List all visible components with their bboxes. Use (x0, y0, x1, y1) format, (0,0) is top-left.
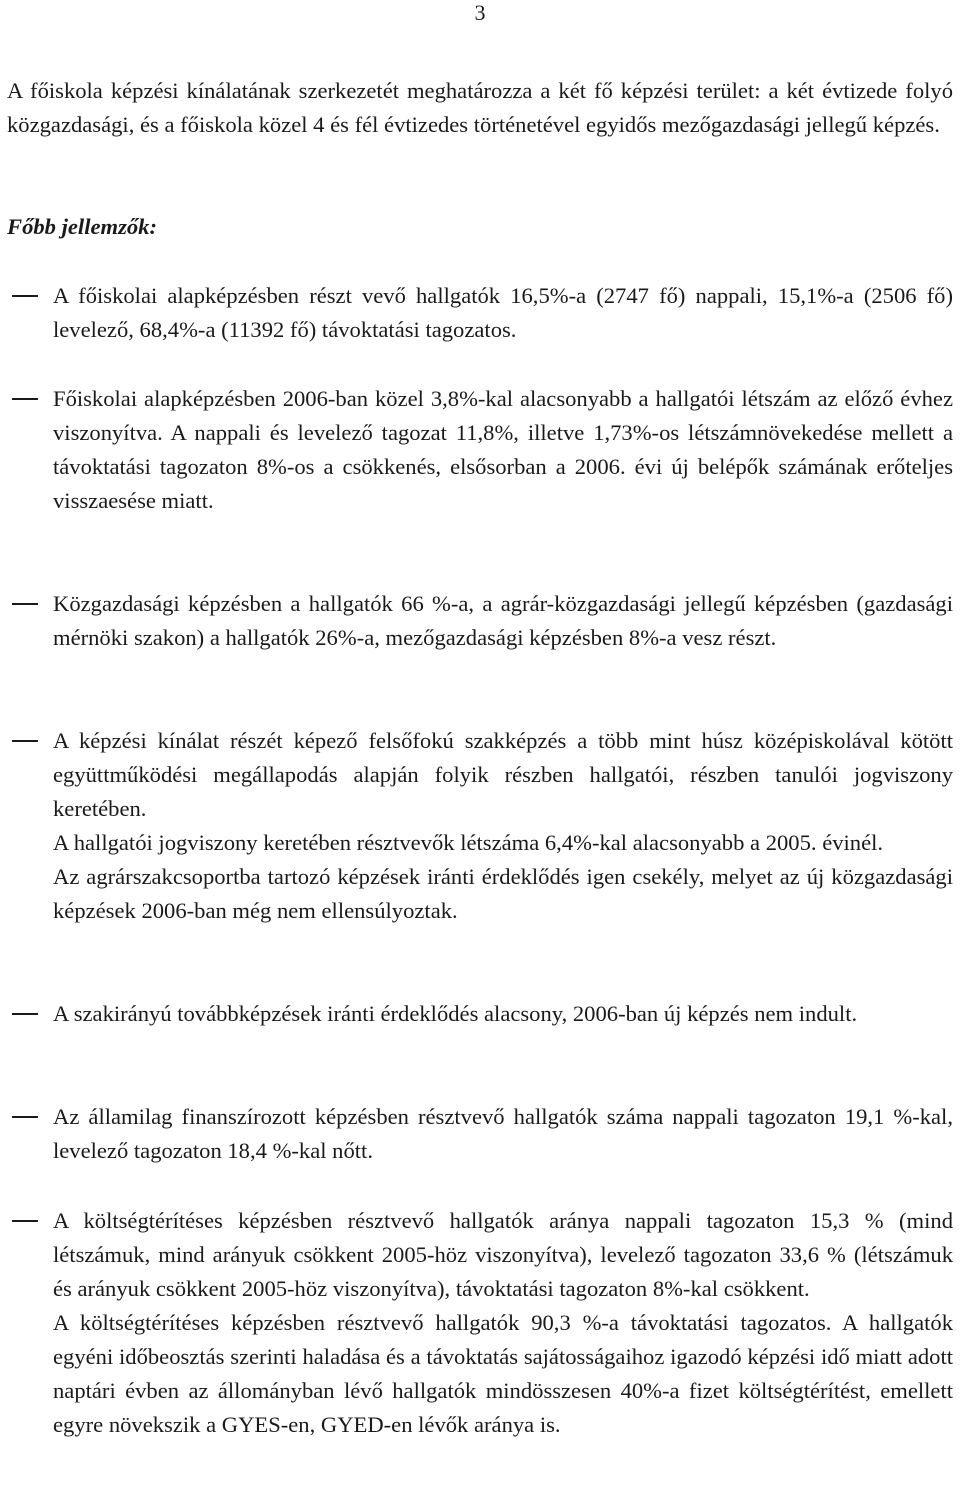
dash-bullet-icon (12, 740, 38, 742)
bullet-item (0, 1204, 960, 1442)
bullet-paragraph: A szakirányú továbbképzések iránti érdeklődés alacsony, 2006-ban új képzés nem indult. (53, 1001, 858, 1026)
page-number: 3 (474, 0, 486, 25)
bullet-text (53, 1204, 953, 1442)
bullet-paragraph: A képzési kínálat részét képező felsőfokú szakképzés a több mint húsz középiskolával kötött együttműködési megállapodás alapján folyik részben hallgatói, részben tanulói jogviszony keretében. (53, 728, 953, 821)
bullet-item (0, 279, 960, 347)
bullet-item (0, 724, 960, 928)
dash-bullet-icon (12, 1013, 38, 1015)
intro-paragraph: A főiskola képzési kínálatának szerkezetét meghatározza a két fő képzési terület: a két évtizede folyó közgazdasági, és a főiskola közel 4 és fél évtizedes történetével egyidős mezőgazdasági jellegű képzés. (7, 78, 953, 137)
bullet-text (53, 382, 953, 518)
bullet-item (0, 1100, 960, 1168)
section-heading: Főbb jellemzők: (7, 214, 157, 239)
dash-bullet-icon (12, 1220, 38, 1222)
dash-bullet-icon (12, 295, 38, 297)
dash-bullet-icon (12, 603, 38, 605)
dash-bullet-icon (12, 1116, 38, 1118)
bullet-paragraph: Az államilag finanszírozott képzésben résztvevő hallgatók száma nappali tagozaton 19,1 %-kal, levelező tagozaton 18,4 %-kal nőtt. (53, 1104, 953, 1163)
bullet-item (0, 587, 960, 655)
bullet-paragraph: A hallgatói jogviszony keretében résztvevők létszáma 6,4%-kal alacsonyabb a 2005. évinél. (53, 830, 884, 855)
bullet-paragraph: Az agrárszakcsoportba tartozó képzések iránti érdeklődés igen csekély, melyet az új közgazdasági képzések 2006-ban még nem ellensúlyoztak. (53, 864, 953, 923)
bullet-paragraph: A költségtérítéses képzésben résztvevő hallgatók 90,3 %-a távoktatási tagozatos. A hallgatók egyéni időbeosztás szerinti haladása és a távoktatás sajátosságaihoz igazodó képzési idő miatt adott naptári évben az állományban lévő hallgatók mindösszesen 40%-a fizet költségtérítést, emellett egyre növekszik a GYES-en, GYED-en lévők aránya is. (53, 1310, 953, 1437)
bullet-paragraph: Közgazdasági képzésben a hallgatók 66 %-a, a agrár-közgazdasági jellegű képzésben (gazdasági mérnöki szakon) a hallgatók 26%-a, mezőgazdasági képzésben 8%-a vesz részt. (53, 591, 953, 650)
bullet-item (0, 382, 960, 518)
bullet-item (0, 997, 960, 1031)
bullet-text (53, 997, 953, 1031)
bullet-text (53, 724, 953, 928)
bullet-paragraph: A költségtérítéses képzésben résztvevő hallgatók aránya nappali tagozaton 15,3 % (mind létszámuk, mind arányuk csökkent 2005-höz viszonyítva), levelező tagozaton 33,6 % (létszámuk és arányuk csökkent 2005-höz viszonyítva), távoktatási tagozaton 8%-kal csökkent. (53, 1208, 953, 1301)
bullet-paragraph: A főiskolai alapképzésben részt vevő hallgatók 16,5%-a (2747 fő) nappali, 15,1%-a (2506 fő) levelező, 68,4%-a (11392 fő) távoktatási tagozatos. (53, 283, 953, 342)
bullet-paragraph: Főiskolai alapképzésben 2006-ban közel 3,8%-kal alacsonyabb a hallgatói létszám az előző évhez viszonyítva. A nappali és levelező tagozat 11,8%, illetve 1,73%-os létszámnövekedése mellett a távoktatási tagozaton 8%-os a csökkenés, elsősorban a 2006. évi új belépők számának erőteljes visszaesése miatt. (53, 386, 953, 513)
bullet-text (53, 279, 953, 347)
dash-bullet-icon (12, 398, 38, 400)
bullet-text (53, 1100, 953, 1168)
bullet-text (53, 587, 953, 655)
